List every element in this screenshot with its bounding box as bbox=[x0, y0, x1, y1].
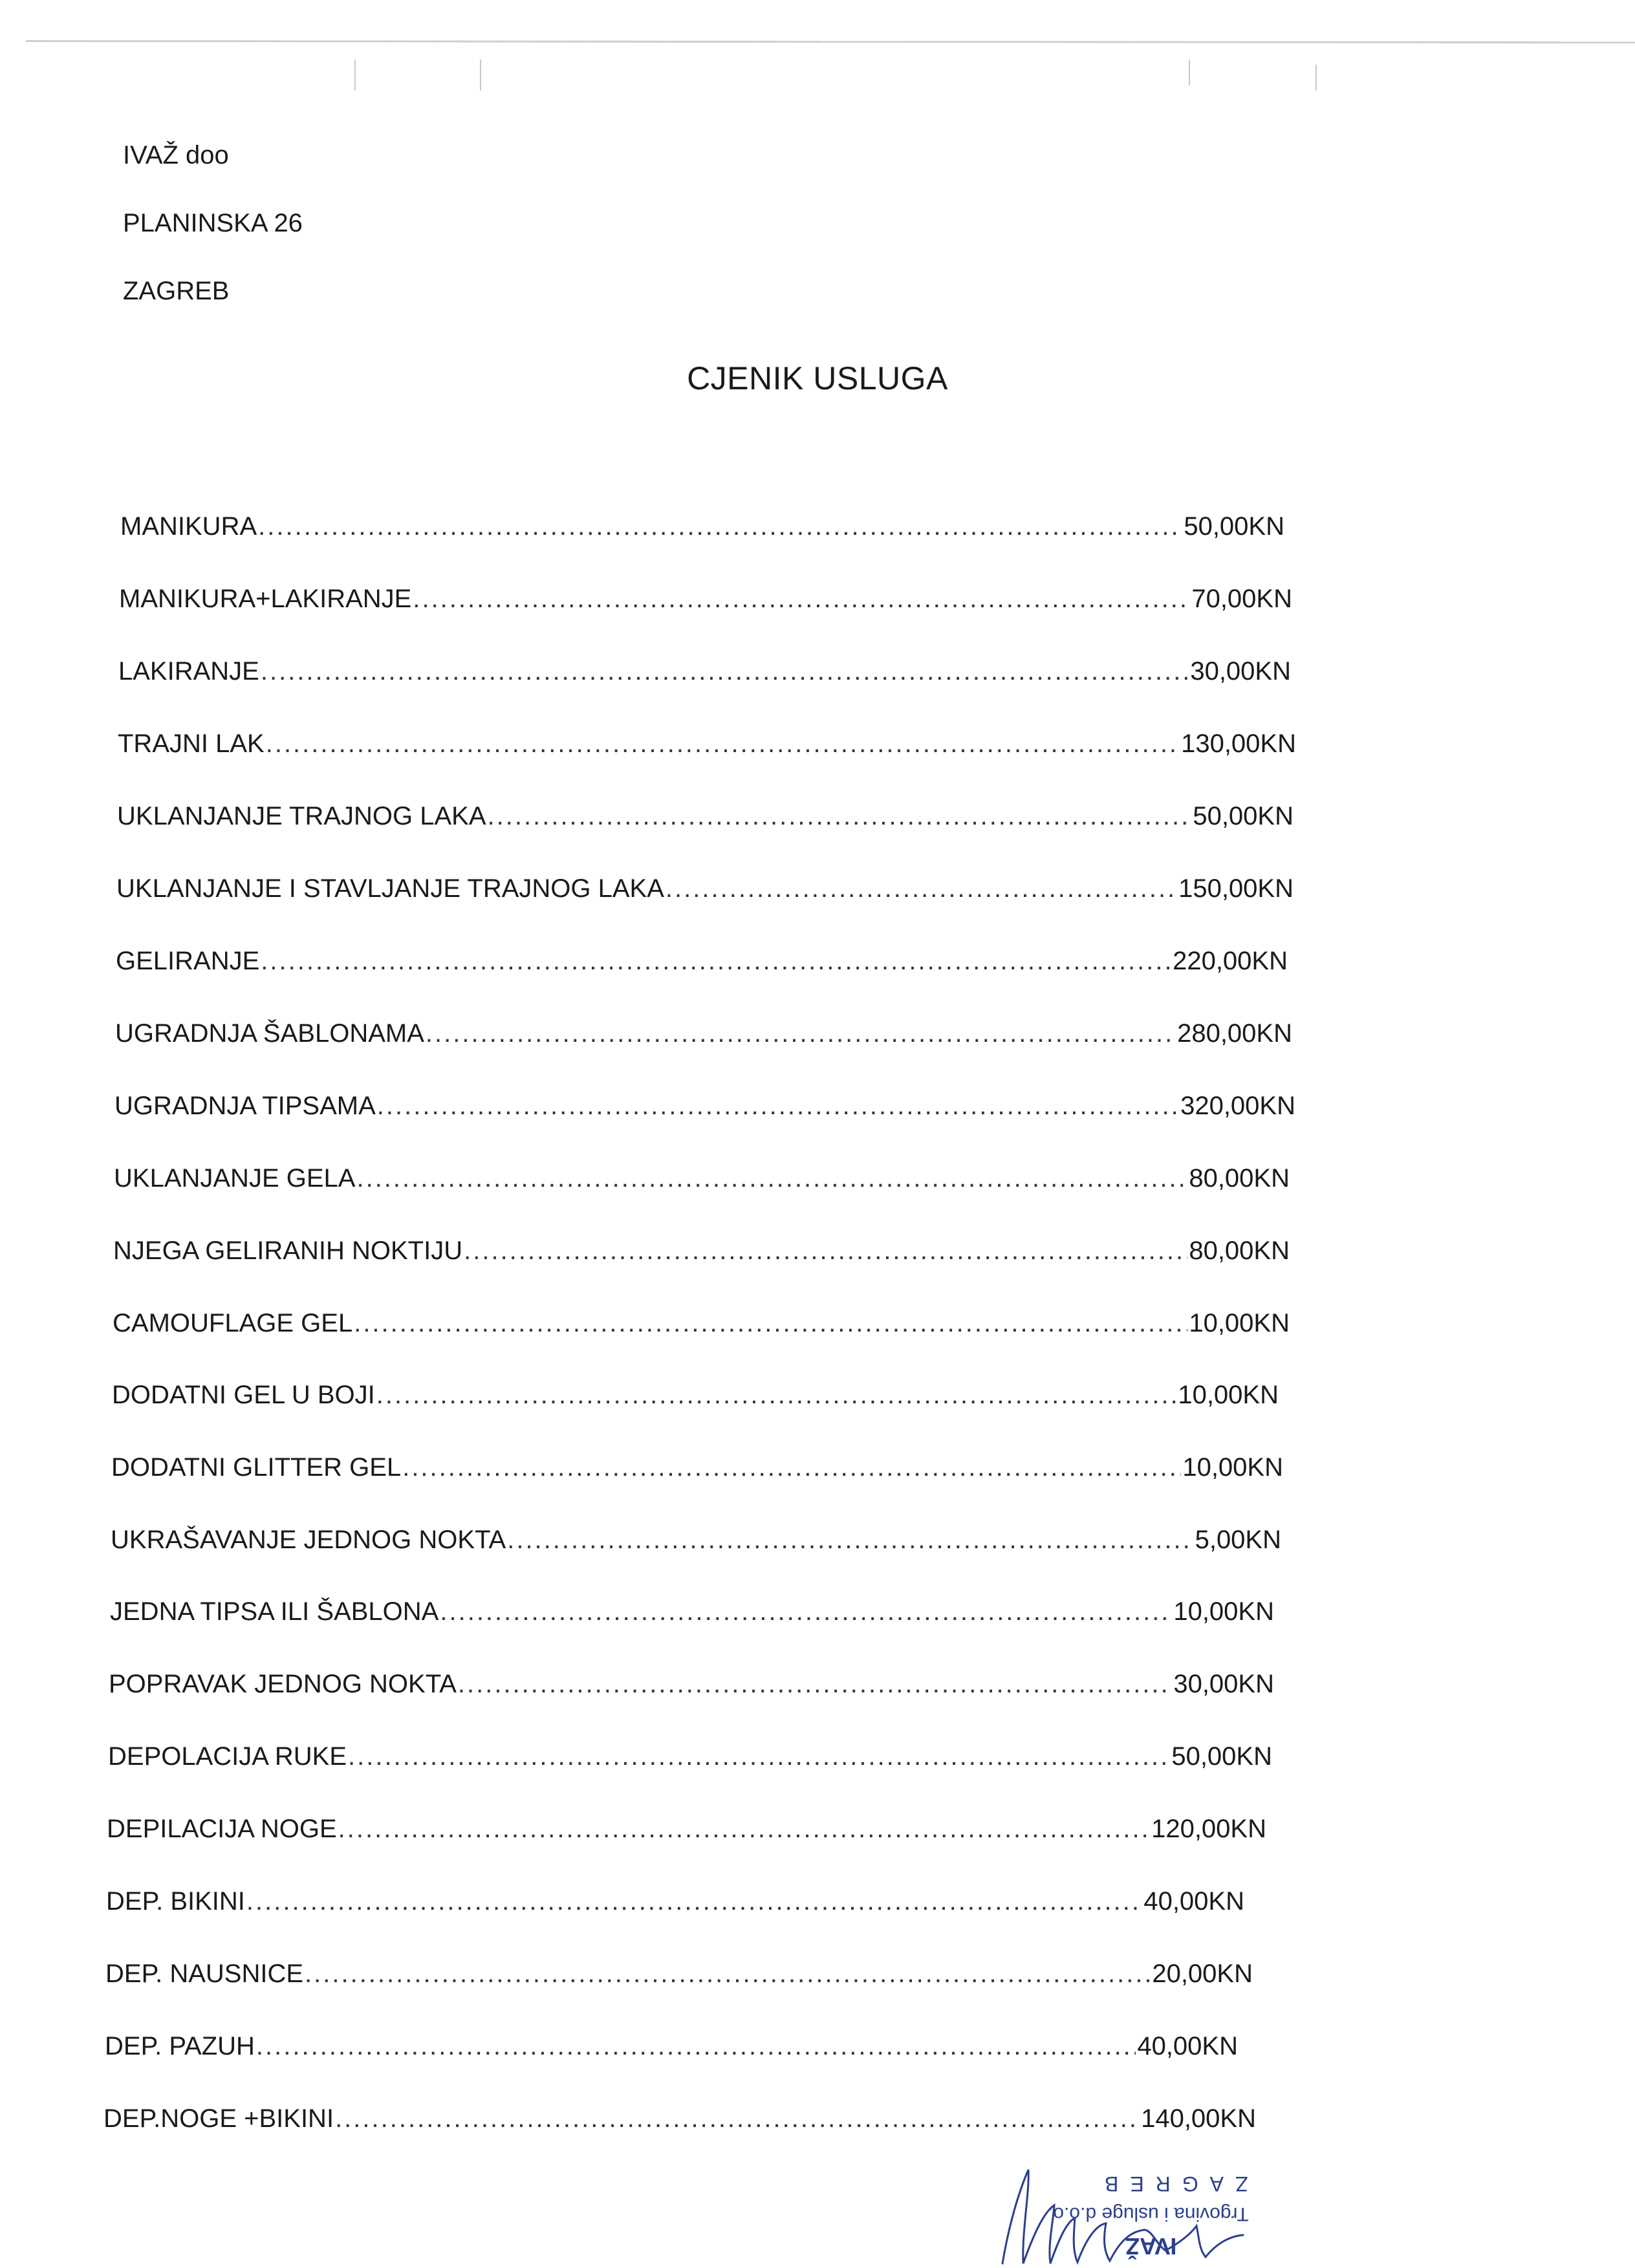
list-item bbox=[105, 1958, 1253, 1989]
service-price: 10,00KN bbox=[1189, 1309, 1290, 1337]
service-name: UGRADNJA ŠABLONAMA bbox=[115, 1019, 424, 1048]
scan-tick bbox=[1189, 59, 1190, 85]
list-item bbox=[120, 511, 1284, 542]
service-price: 10,00KN bbox=[1173, 1597, 1274, 1626]
service-name: NJEGA GELIRANIH NOKTIJU bbox=[113, 1237, 463, 1265]
service-price: 280,00KN bbox=[1177, 1019, 1292, 1048]
service-price: 80,00KN bbox=[1189, 1237, 1290, 1265]
service-name: UGRADNJA TIPSAMA bbox=[114, 1092, 376, 1120]
service-name: DEP.NOGE +BIKINI bbox=[103, 2104, 334, 2133]
service-price: 30,00KN bbox=[1190, 657, 1291, 686]
dot-leader bbox=[377, 1090, 1179, 1121]
list-item bbox=[113, 1235, 1290, 1266]
service-name: DEP. PAZUH bbox=[105, 2032, 255, 2060]
service-name: UKLANJANJE I STAVLJANJE TRAJNOG LAKA bbox=[116, 874, 664, 903]
signature-icon bbox=[983, 2154, 1319, 2268]
service-price: 130,00KN bbox=[1181, 729, 1296, 758]
service-name: UKRAŠAVANJE JEDNOG NOKTA bbox=[111, 1526, 506, 1554]
dot-leader bbox=[348, 1741, 1170, 1772]
service-price: 50,00KN bbox=[1193, 802, 1294, 830]
service-price: 50,00KN bbox=[1184, 512, 1284, 541]
list-item bbox=[116, 873, 1294, 904]
dot-leader bbox=[413, 583, 1190, 614]
service-price: 10,00KN bbox=[1182, 1453, 1283, 1482]
dot-leader bbox=[261, 656, 1189, 687]
list-item bbox=[107, 1813, 1266, 1844]
scan-tick bbox=[480, 59, 481, 91]
service-price: 20,00KN bbox=[1152, 1960, 1253, 1988]
list-item bbox=[106, 1886, 1244, 1917]
company-header bbox=[123, 142, 303, 346]
dot-leader bbox=[464, 1235, 1187, 1266]
service-name: JEDNA TIPSA ILI ŠABLONA bbox=[110, 1597, 439, 1626]
service-price: 40,00KN bbox=[1143, 1887, 1244, 1916]
dot-leader bbox=[356, 1163, 1187, 1194]
service-price: 140,00KN bbox=[1141, 2104, 1256, 2133]
list-item bbox=[111, 1524, 1281, 1555]
list-item bbox=[115, 1018, 1292, 1049]
stamp-name: IVAŽ bbox=[1125, 2233, 1177, 2260]
service-price: 50,00KN bbox=[1171, 1742, 1272, 1771]
service-name: TRAJNI LAK bbox=[118, 729, 265, 758]
dot-leader bbox=[666, 873, 1177, 904]
dot-leader bbox=[258, 511, 1182, 542]
list-item bbox=[114, 1090, 1295, 1121]
list-item bbox=[116, 945, 1288, 977]
service-price: 30,00KN bbox=[1173, 1670, 1274, 1698]
service-price: 5,00KN bbox=[1195, 1526, 1281, 1554]
service-name: DEP. NAUSNICE bbox=[105, 1960, 304, 1988]
service-price: 10,00KN bbox=[1178, 1381, 1279, 1409]
dot-leader bbox=[305, 1958, 1151, 1989]
service-name: POPRAVAK JEDNOG NOKTA bbox=[109, 1670, 457, 1698]
dot-leader bbox=[266, 728, 1180, 759]
dot-leader bbox=[338, 1813, 1150, 1844]
company-city: ZAGREB bbox=[123, 277, 230, 305]
company-stamp bbox=[983, 2154, 1319, 2268]
dot-leader bbox=[402, 1452, 1181, 1483]
service-name: DEPOLACIJA RUKE bbox=[108, 1742, 347, 1771]
dot-leader bbox=[440, 1596, 1172, 1627]
list-item bbox=[110, 1596, 1274, 1627]
dot-leader bbox=[376, 1379, 1177, 1410]
list-item bbox=[118, 728, 1296, 759]
dot-leader bbox=[335, 2103, 1140, 2134]
scan-tick bbox=[354, 59, 356, 91]
service-price: 320,00KN bbox=[1180, 1092, 1295, 1120]
dot-leader bbox=[354, 1308, 1187, 1339]
dot-leader bbox=[458, 1669, 1172, 1700]
scan-edge bbox=[26, 40, 1635, 43]
service-name: GELIRANJE bbox=[116, 947, 260, 975]
service-price: 70,00KN bbox=[1191, 585, 1292, 613]
list-item bbox=[105, 2031, 1238, 2062]
list-item bbox=[109, 1669, 1274, 1700]
service-name: LAKIRANJE bbox=[118, 657, 259, 686]
list-item bbox=[117, 801, 1294, 832]
service-name: UKLANJANJE GELA bbox=[114, 1164, 356, 1193]
dot-leader bbox=[507, 1524, 1193, 1555]
service-name: DEP. BIKINI bbox=[106, 1887, 245, 1916]
service-name: DODATNI GLITTER GEL bbox=[111, 1453, 402, 1482]
service-name: DEPILACIJA NOGE bbox=[107, 1815, 337, 1843]
dot-leader bbox=[426, 1018, 1176, 1049]
scan-tick bbox=[1316, 65, 1317, 91]
service-price: 80,00KN bbox=[1189, 1164, 1290, 1193]
stamp-line: Trgovina i usluge d.o.o. bbox=[1048, 2203, 1249, 2225]
list-item bbox=[112, 1379, 1279, 1410]
service-price: 220,00KN bbox=[1173, 947, 1288, 975]
dot-leader bbox=[261, 945, 1171, 977]
dot-leader bbox=[246, 1886, 1142, 1917]
list-item bbox=[113, 1308, 1290, 1339]
list-item bbox=[119, 583, 1292, 614]
company-name: IVAŽ doo bbox=[123, 141, 229, 169]
list-item bbox=[103, 2103, 1256, 2134]
list-item bbox=[114, 1163, 1290, 1194]
list-item bbox=[108, 1741, 1272, 1772]
list-item bbox=[111, 1452, 1283, 1483]
company-street: PLANINSKA 26 bbox=[123, 209, 303, 237]
service-name: DODATNI GEL U BOJI bbox=[112, 1381, 375, 1409]
service-price: 150,00KN bbox=[1178, 874, 1294, 903]
service-price: 40,00KN bbox=[1137, 2032, 1238, 2060]
dot-leader bbox=[256, 2031, 1136, 2062]
service-name: CAMOUFLAGE GEL bbox=[113, 1309, 353, 1337]
list-item bbox=[118, 656, 1291, 687]
service-name: UKLANJANJE TRAJNOG LAKA bbox=[117, 802, 486, 830]
page-title: CJENIK USLUGA bbox=[687, 360, 948, 396]
dot-leader bbox=[488, 801, 1192, 832]
service-name: MANIKURA bbox=[120, 512, 257, 541]
stamp-city: ZAGREB bbox=[1093, 2172, 1248, 2196]
service-name: MANIKURA+LAKIRANJE bbox=[119, 585, 412, 613]
service-price: 120,00KN bbox=[1151, 1815, 1266, 1843]
